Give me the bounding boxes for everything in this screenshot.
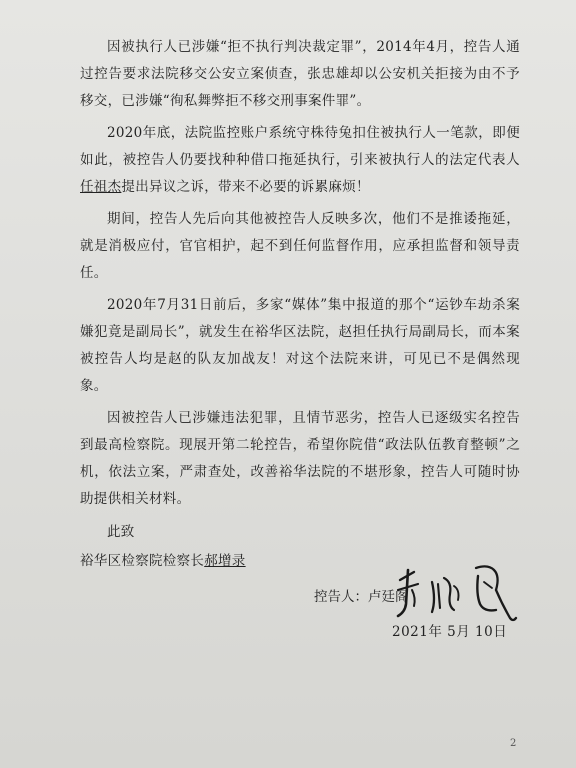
paragraph-1: 因被执行人已涉嫌“拒不执行判决裁定罪”，2014年4月，控告人通过控告要求法院移交公安立案侦查，张忠雄却以公安机关拒接为由不予移交，已涉嫌“徇私舞弊拒不移交刑事案件罪”。 bbox=[80, 39, 520, 109]
handwritten-signature bbox=[392, 560, 522, 624]
underlined-name: 任祖杰 bbox=[80, 179, 122, 195]
paragraph-2 bbox=[80, 120, 520, 201]
page-number: 2 bbox=[510, 738, 517, 749]
closing-salutation: 此致 bbox=[107, 524, 135, 540]
letter-body bbox=[80, 34, 520, 575]
addressee-name: 郝增录 bbox=[204, 553, 246, 569]
paragraph-2-text: 2020年底，法院监控账户系统守株待兔扣住被执行人一笔款，即便如此，被控告人仍要找种种借口拖延执行，引来被执行人的法定代表人 bbox=[80, 125, 520, 168]
paragraph-3: 期间，控告人先后向其他被控告人反映多次，他们不是推诿拖延，就是消极应付，官官相护，起不到任何监督作用，应承担监督和领导责任。 bbox=[80, 211, 520, 281]
paragraph-4: 2020年7月31日前后，多家“媒体”集中报道的那个“运钞车劫杀案嫌犯竟是副局长”，就发生在裕华区法院，赵担任执行局副局长，而本案被控告人均是赵的队友加战友！对这个法院来讲，可见已不是偶然现象。 bbox=[80, 297, 520, 394]
paragraph-2-tail: 提出异议之诉，带来不必要的诉累麻烦！ bbox=[121, 179, 370, 195]
paragraph-5: 因被控告人已涉嫌违法犯罪，且情节恶劣，控告人已逐级实名控告到最高检察院。现展开第二轮控告，希望你院借“政法队伍教育整顿”之机，依法立案，严肃查处，改善裕华法院的不堪形象，控告人可随时协助提供相关材料。 bbox=[80, 410, 520, 507]
signer-label: 控告人：卢廷阁 bbox=[314, 589, 409, 605]
addressee-title: 裕华区检察院检察长 bbox=[80, 553, 205, 569]
letter-date: 2021年 5月 10日 bbox=[392, 624, 508, 640]
